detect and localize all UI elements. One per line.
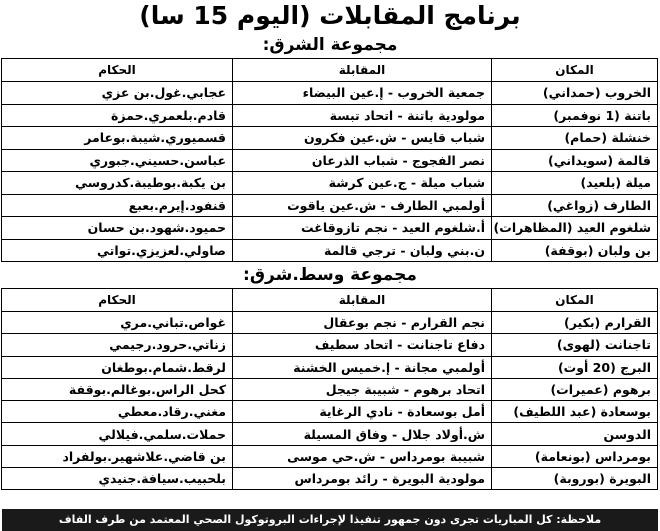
place-cell: ميلة (بلعيد) (492, 172, 658, 195)
match-column-header: المقابلة (233, 59, 492, 82)
referees-cell: لرقط.شمام.بوطغان (2, 356, 233, 378)
match-cell: دفاع تاجنانت - اتحاد سطيف (233, 334, 492, 356)
table-row (2, 445, 658, 467)
place-cell: الطارف (زواغي) (492, 194, 658, 217)
place-cell: بومرداس (بونعامة) (492, 445, 658, 467)
table-row (2, 217, 658, 240)
table-row (2, 239, 658, 262)
table-row (2, 104, 658, 127)
match-cell: شبيبة بومرداس - ش.حي موسى (233, 445, 492, 467)
match-cell: أ.شلغوم العيد - نجم تازوقاغت (233, 217, 492, 240)
referees-column-header: الحكام (2, 59, 233, 82)
table-row (2, 401, 658, 423)
referees-cell: بن يكبة.بوطيبة.كدروسي (2, 172, 233, 195)
referees-cell: قادم.بلعمري.حمزة (2, 104, 233, 127)
place-cell: شلغوم العيد (المظاهرات) (492, 217, 658, 240)
group-east-table (1, 58, 658, 262)
group-central-east-table (1, 288, 658, 490)
match-cell: شباب قايس - ش.عين فكرون (233, 127, 492, 150)
table-row (2, 82, 658, 105)
place-cell: البويرة (بوروبة) (492, 468, 658, 490)
referees-cell: غواص.تباني.مري (2, 312, 233, 334)
place-cell: البرج (20 أوت) (492, 356, 658, 378)
table-row (2, 194, 658, 217)
match-cell: أولمبي الطارف - ش.عين ياقوت (233, 194, 492, 217)
table-row (2, 468, 658, 490)
table-row (2, 172, 658, 195)
group-central-east-title: مجموعة وسط.شرق: (243, 265, 417, 285)
table-header-row (2, 289, 658, 312)
table-row (2, 334, 658, 356)
referees-cell: قسميوري.شيبة.بوعامر (2, 127, 233, 150)
place-column-header: المكان (492, 289, 658, 312)
referees-cell: حملات.سلمي.فيلالي (2, 423, 233, 445)
referees-cell: عباسن.حسيني.جبوري (2, 149, 233, 172)
referees-cell: عجابي.غول.بن عزي (2, 82, 233, 105)
table-row (2, 127, 658, 150)
table-header-row (2, 59, 658, 82)
place-cell: بن ولبان (بوقفة) (492, 239, 658, 262)
place-cell: قالمة (سويداني) (492, 149, 658, 172)
page-title: برنامج المقابلات (اليوم 15 سا) (139, 1, 521, 30)
referees-column-header: الحكام (2, 289, 233, 312)
referees-cell: بلحبيب.سيافة.جنيدي (2, 468, 233, 490)
place-cell: الدوسن (492, 423, 658, 445)
match-cell: نجم القرارم - نجم بوعقال (233, 312, 492, 334)
match-cell: شباب ميلة - ج.عين كرشة (233, 172, 492, 195)
match-cell: ش.أولاد جلال - وفاق المسيلة (233, 423, 492, 445)
match-cell: ن.بني ولبان - ترجي قالمة (233, 239, 492, 262)
match-cell: مولودية باتنة - اتحاد تبسة (233, 104, 492, 127)
match-cell: نصر الفجوج - شباب الذرعان (233, 149, 492, 172)
place-cell: باتنة (1 نوفمبر) (492, 104, 658, 127)
group-east-title: مجموعة الشرق: (262, 35, 398, 55)
referees-cell: كحل الراس.بوغالم.بوقفة (2, 378, 233, 400)
match-cell: أمل بوسعادة - نادي الرغاية (233, 401, 492, 423)
referees-cell: بن قاضي.علاشهير.بولفراد (2, 445, 233, 467)
place-cell: خنشلة (حمام) (492, 127, 658, 150)
match-column-header: المقابلة (233, 289, 492, 312)
place-cell: تاجنانت (لهوى) (492, 334, 658, 356)
table-row (2, 378, 658, 400)
referees-cell: زناتي.حرود.رجيمي (2, 334, 233, 356)
match-cell: جمعية الخروب - إ.عين البيضاء (233, 82, 492, 105)
table-row (2, 423, 658, 445)
match-cell: أولمبي مجانة - إ.خميس الخشنة (233, 356, 492, 378)
place-column-header: المكان (492, 59, 658, 82)
table-row (2, 312, 658, 334)
match-cell: مولودية البويرة - رائد بومرداس (233, 468, 492, 490)
match-cell: اتحاد برهوم - شبيبة جيجل (233, 378, 492, 400)
footer-note: ملاحظة: كل المباريات تجرى دون جمهور تنفيذا لإجراءات البروتوكول الصحي المعتمد من طرف الفاف (2, 509, 658, 531)
table-row (2, 149, 658, 172)
place-cell: بوسعادة (عبد اللطيف) (492, 401, 658, 423)
place-cell: برهوم (عميرات) (492, 378, 658, 400)
referees-cell: حميود.شهود.بن حسان (2, 217, 233, 240)
referees-cell: قنفود.إيرم.بعبع (2, 194, 233, 217)
referees-cell: صاولي.لعزيزي.تواتي (2, 239, 233, 262)
place-cell: الخروب (حمداني) (492, 82, 658, 105)
referees-cell: مغني.رقاد.معطي (2, 401, 233, 423)
table-row (2, 356, 658, 378)
place-cell: القرارم (بكير) (492, 312, 658, 334)
